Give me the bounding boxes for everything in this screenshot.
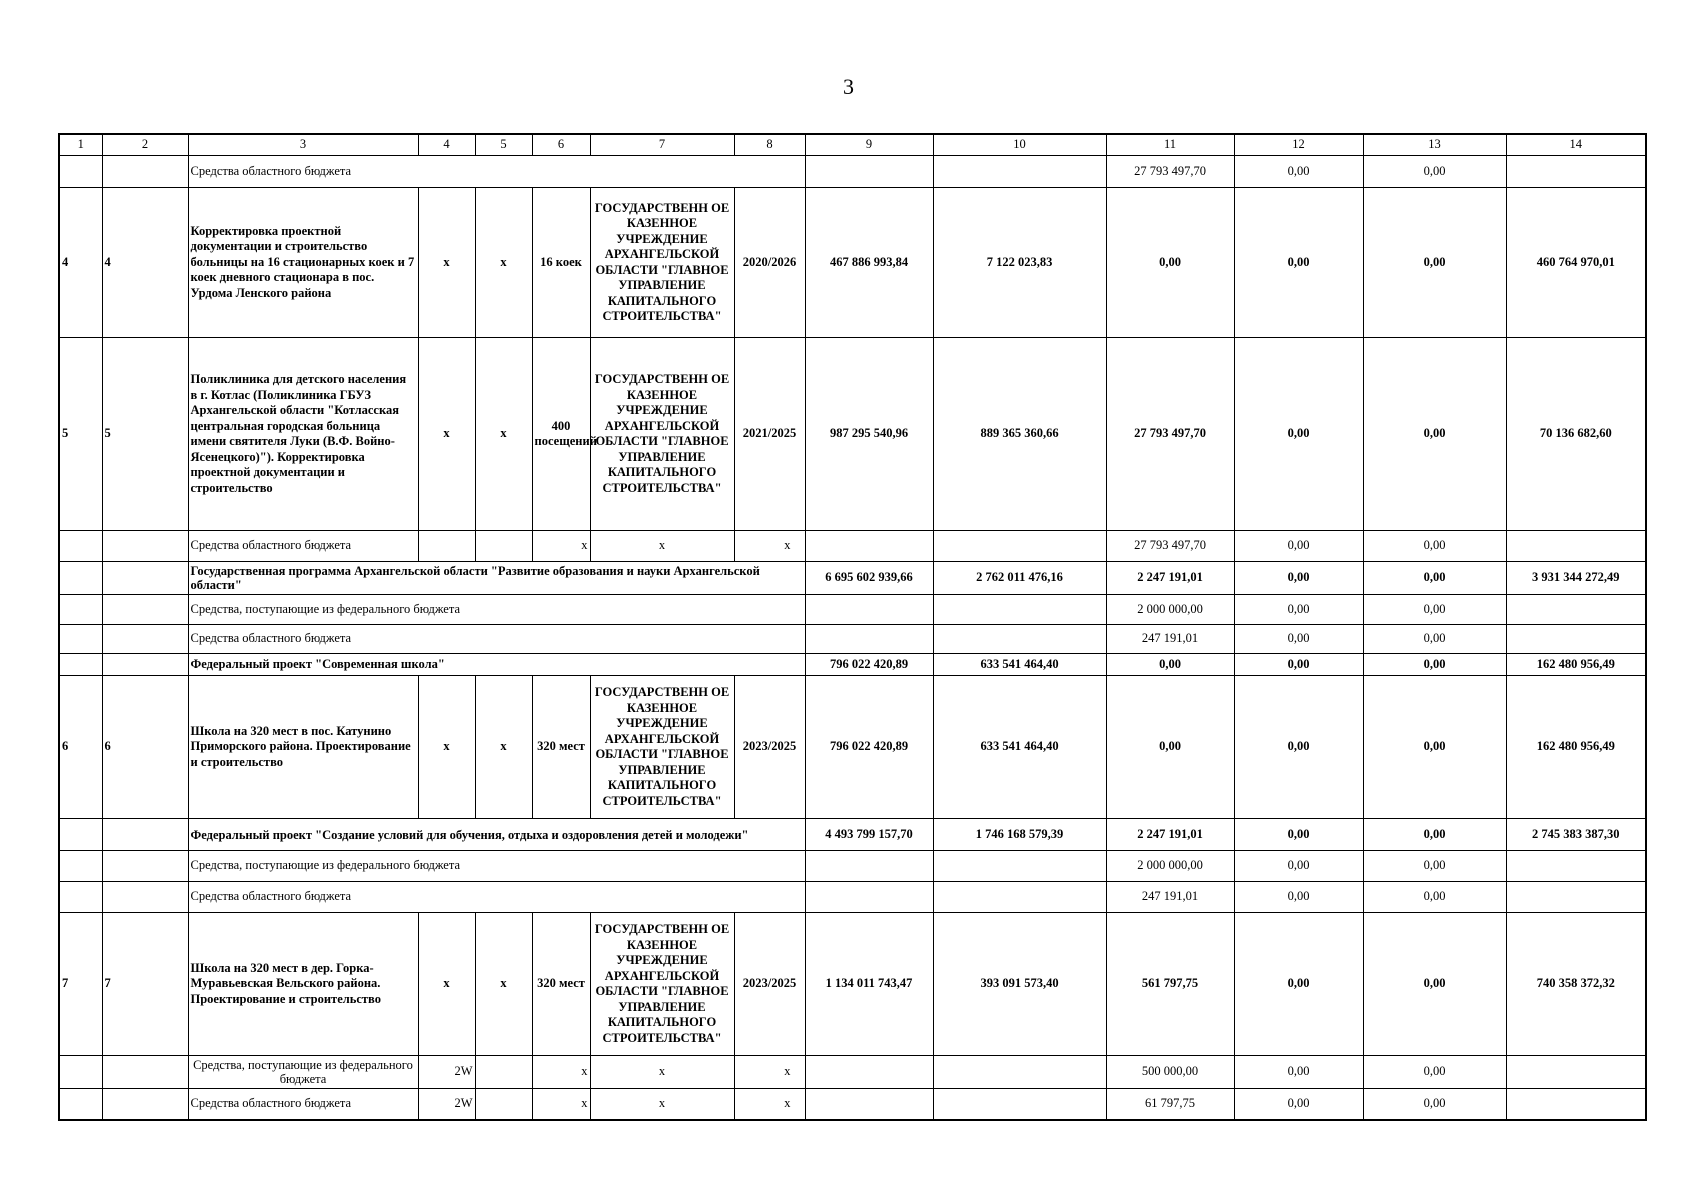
cell-col12: 0,00 [1234,625,1363,654]
cell-col13: 0,00 [1363,851,1506,882]
object-name: Школа на 320 мест в пос. Катунино Приморского района. Проектирование и строительство [188,676,418,819]
cell-col13: 0,00 [1363,338,1506,531]
cell-col11: 27 793 497,70 [1106,531,1234,562]
cell-col1: 7 [59,913,102,1056]
table-row [59,882,1646,913]
cell-col1: 5 [59,338,102,531]
cell-col13: 0,00 [1363,882,1506,913]
table-row [59,595,1646,625]
cell-col10: 2 762 011 476,16 [933,562,1106,595]
cell-col13: 0,00 [1363,625,1506,654]
cell-col4 [418,531,475,562]
cell-col4: х [418,338,475,531]
cell-col11: 561 797,75 [1106,913,1234,1056]
cell-col7: х [590,1056,734,1089]
cell-col5: х [475,676,532,819]
cell-col13: 0,00 [1363,1056,1506,1089]
funding-source-label: Средства, поступающие из федерального бюджета [188,1056,418,1089]
cell-col13: 0,00 [1363,819,1506,851]
cell-col13: 0,00 [1363,156,1506,188]
column-header: 10 [933,134,1106,156]
cell-col13: 0,00 [1363,913,1506,1056]
table-row [59,851,1646,882]
funding-source-label: Средства областного бюджета [188,156,805,188]
project-title: Федеральный проект "Современная школа" [188,654,805,676]
cell-col5: х [475,188,532,338]
cell-col9: 987 295 540,96 [805,338,933,531]
table-row [59,625,1646,654]
table-row [59,1056,1646,1089]
table-row [59,531,1646,562]
cell-col10: 633 541 464,40 [933,676,1106,819]
funding-source-label: Средства областного бюджета [188,625,805,654]
cell-col6: х [532,1089,590,1120]
cell-col11: 61 797,75 [1106,1089,1234,1120]
column-header: 4 [418,134,475,156]
cell-col12: 0,00 [1234,156,1363,188]
capacity: 320 мест [532,676,590,819]
customer-name: ГОСУДАРСТВЕНН ОЕ КАЗЕННОЕ УЧРЕЖДЕНИЕ АРХАНГЕЛЬСКОЙ ОБЛАСТИ "ГЛАВНОЕ УПРАВЛЕНИЕ КАПИТАЛЬНОГО СТРОИТЕЛЬСТВА" [590,676,734,819]
column-header: 12 [1234,134,1363,156]
cell-col12: 0,00 [1234,913,1363,1056]
object-name: Поликлиника для детского населения в г. Котлас (Поликлиника ГБУЗ Архангельской области "Котласская центральная городская больница имени святителя Луки (В.Ф. Войно-Ясенецкого)"). Корректировка проектной документации и строительство [188,338,418,531]
cell-col10: 393 091 573,40 [933,913,1106,1056]
table-row [59,188,1646,338]
column-header: 3 [188,134,418,156]
customer-name: ГОСУДАРСТВЕНН ОЕ КАЗЕННОЕ УЧРЕЖДЕНИЕ АРХАНГЕЛЬСКОЙ ОБЛАСТИ "ГЛАВНОЕ УПРАВЛЕНИЕ КАПИТАЛЬНОГО СТРОИТЕЛЬСТВА" [590,188,734,338]
column-header: 6 [532,134,590,156]
funding-source-label: Средства областного бюджета [188,531,418,562]
table-row [59,913,1646,1056]
period: 2023/2025 [734,913,805,1056]
cell-col11: 2 000 000,00 [1106,851,1234,882]
cell-col2: 5 [102,338,188,531]
capacity: 400 посещений [532,338,590,531]
column-header: 1 [59,134,102,156]
funding-source-label: Средства, поступающие из федерального бюджета [188,851,805,882]
cell-col8: х [734,1056,805,1089]
capacity: 16 коек [532,188,590,338]
cell-col11: 0,00 [1106,188,1234,338]
cell-col12: 0,00 [1234,595,1363,625]
cell-col12: 0,00 [1234,882,1363,913]
cell-col9: 4 493 799 157,70 [805,819,933,851]
cell-col11: 0,00 [1106,676,1234,819]
cell-col9: 796 022 420,89 [805,676,933,819]
column-header: 2 [102,134,188,156]
cell-col10: 633 541 464,40 [933,654,1106,676]
cell-col6: х [532,1056,590,1089]
cell-col4: х [418,188,475,338]
cell-col14: 460 764 970,01 [1506,188,1646,338]
object-name: Школа на 320 мест в дер. Горка-Муравьевская Вельского района. Проектирование и строительство [188,913,418,1056]
cell-col11: 247 191,01 [1106,882,1234,913]
cell-col14: 162 480 956,49 [1506,676,1646,819]
cell-col13: 0,00 [1363,595,1506,625]
capacity: 320 мест [532,913,590,1056]
cell-col11: 27 793 497,70 [1106,156,1234,188]
cell-col7: х [590,531,734,562]
cell-col8: х [734,531,805,562]
cell-col7: х [590,1089,734,1120]
cell-col13: 0,00 [1363,562,1506,595]
cell-col13: 0,00 [1363,654,1506,676]
cell-col12: 0,00 [1234,819,1363,851]
table-row [59,654,1646,676]
cell-col12: 0,00 [1234,1089,1363,1120]
column-header: 11 [1106,134,1234,156]
cell-col14: 2 745 383 387,30 [1506,819,1646,851]
cell-col12: 0,00 [1234,1056,1363,1089]
cell-col2: 6 [102,676,188,819]
period: 2021/2025 [734,338,805,531]
customer-name: ГОСУДАРСТВЕНН ОЕ КАЗЕННОЕ УЧРЕЖДЕНИЕ АРХАНГЕЛЬСКОЙ ОБЛАСТИ "ГЛАВНОЕ УПРАВЛЕНИЕ КАПИТАЛЬНОГО СТРОИТЕЛЬСТВА" [590,913,734,1056]
cell-col11: 247 191,01 [1106,625,1234,654]
cell-col12: 0,00 [1234,676,1363,819]
cell-col13: 0,00 [1363,188,1506,338]
table-row [59,562,1646,595]
cell-col4: 2W [418,1056,475,1089]
cell-col4: 2W [418,1089,475,1120]
project-title: Федеральный проект "Создание условий для обучения, отдыха и оздоровления детей и молодежи" [188,819,805,851]
page-number: 3 [843,74,854,99]
budget-table [58,133,1647,1121]
cell-col4: х [418,676,475,819]
cell-col4: х [418,913,475,1056]
column-header: 9 [805,134,933,156]
table-row [59,676,1646,819]
cell-col12: 0,00 [1234,531,1363,562]
cell-col13: 0,00 [1363,676,1506,819]
cell-col14: 3 931 344 272,49 [1506,562,1646,595]
cell-col9: 467 886 993,84 [805,188,933,338]
funding-source-label: Средства областного бюджета [188,882,805,913]
column-number-row [59,134,1646,156]
cell-col10: 1 746 168 579,39 [933,819,1106,851]
cell-col12: 0,00 [1234,338,1363,531]
cell-col12: 0,00 [1234,188,1363,338]
object-name: Корректировка проектной документации и строительство больницы на 16 стационарных коек и 7 коек дневного стационара в пос. Урдома Ленского района [188,188,418,338]
cell-col8: х [734,1089,805,1120]
cell-col12: 0,00 [1234,851,1363,882]
cell-col13: 0,00 [1363,1089,1506,1120]
cell-col1: 4 [59,188,102,338]
table-row [59,156,1646,188]
table-row [59,819,1646,851]
cell-col11: 27 793 497,70 [1106,338,1234,531]
cell-col10: 889 365 360,66 [933,338,1106,531]
table-row [59,338,1646,531]
cell-col2: 7 [102,913,188,1056]
cell-col11: 2 247 191,01 [1106,562,1234,595]
cell-col11: 500 000,00 [1106,1056,1234,1089]
cell-col12: 0,00 [1234,562,1363,595]
column-header: 13 [1363,134,1506,156]
cell-col12: 0,00 [1234,654,1363,676]
cell-col11: 2 247 191,01 [1106,819,1234,851]
period: 2023/2025 [734,676,805,819]
column-header: 5 [475,134,532,156]
cell-col9: 1 134 011 743,47 [805,913,933,1056]
cell-col2: 4 [102,188,188,338]
cell-col5: х [475,338,532,531]
cell-col6: х [532,531,590,562]
column-header: 8 [734,134,805,156]
program-title: Государственная программа Архангельской области "Развитие образования и науки Архангельской области" [188,562,805,595]
funding-source-label: Средства, поступающие из федерального бюджета [188,595,805,625]
cell-col11: 2 000 000,00 [1106,595,1234,625]
cell-col14: 162 480 956,49 [1506,654,1646,676]
cell-col11: 0,00 [1106,654,1234,676]
table-row [59,1089,1646,1120]
cell-col9: 796 022 420,89 [805,654,933,676]
funding-source-label: Средства областного бюджета [188,1089,418,1120]
column-header: 7 [590,134,734,156]
cell-col14: 70 136 682,60 [1506,338,1646,531]
customer-name: ГОСУДАРСТВЕНН ОЕ КАЗЕННОЕ УЧРЕЖДЕНИЕ АРХАНГЕЛЬСКОЙ ОБЛАСТИ "ГЛАВНОЕ УПРАВЛЕНИЕ КАПИТАЛЬНОГО СТРОИТЕЛЬСТВА" [590,338,734,531]
cell-col10: 7 122 023,83 [933,188,1106,338]
cell-col1: 6 [59,676,102,819]
column-header: 14 [1506,134,1646,156]
cell-col5: х [475,913,532,1056]
cell-col9: 6 695 602 939,66 [805,562,933,595]
period: 2020/2026 [734,188,805,338]
cell-col14: 740 358 372,32 [1506,913,1646,1056]
cell-col13: 0,00 [1363,531,1506,562]
